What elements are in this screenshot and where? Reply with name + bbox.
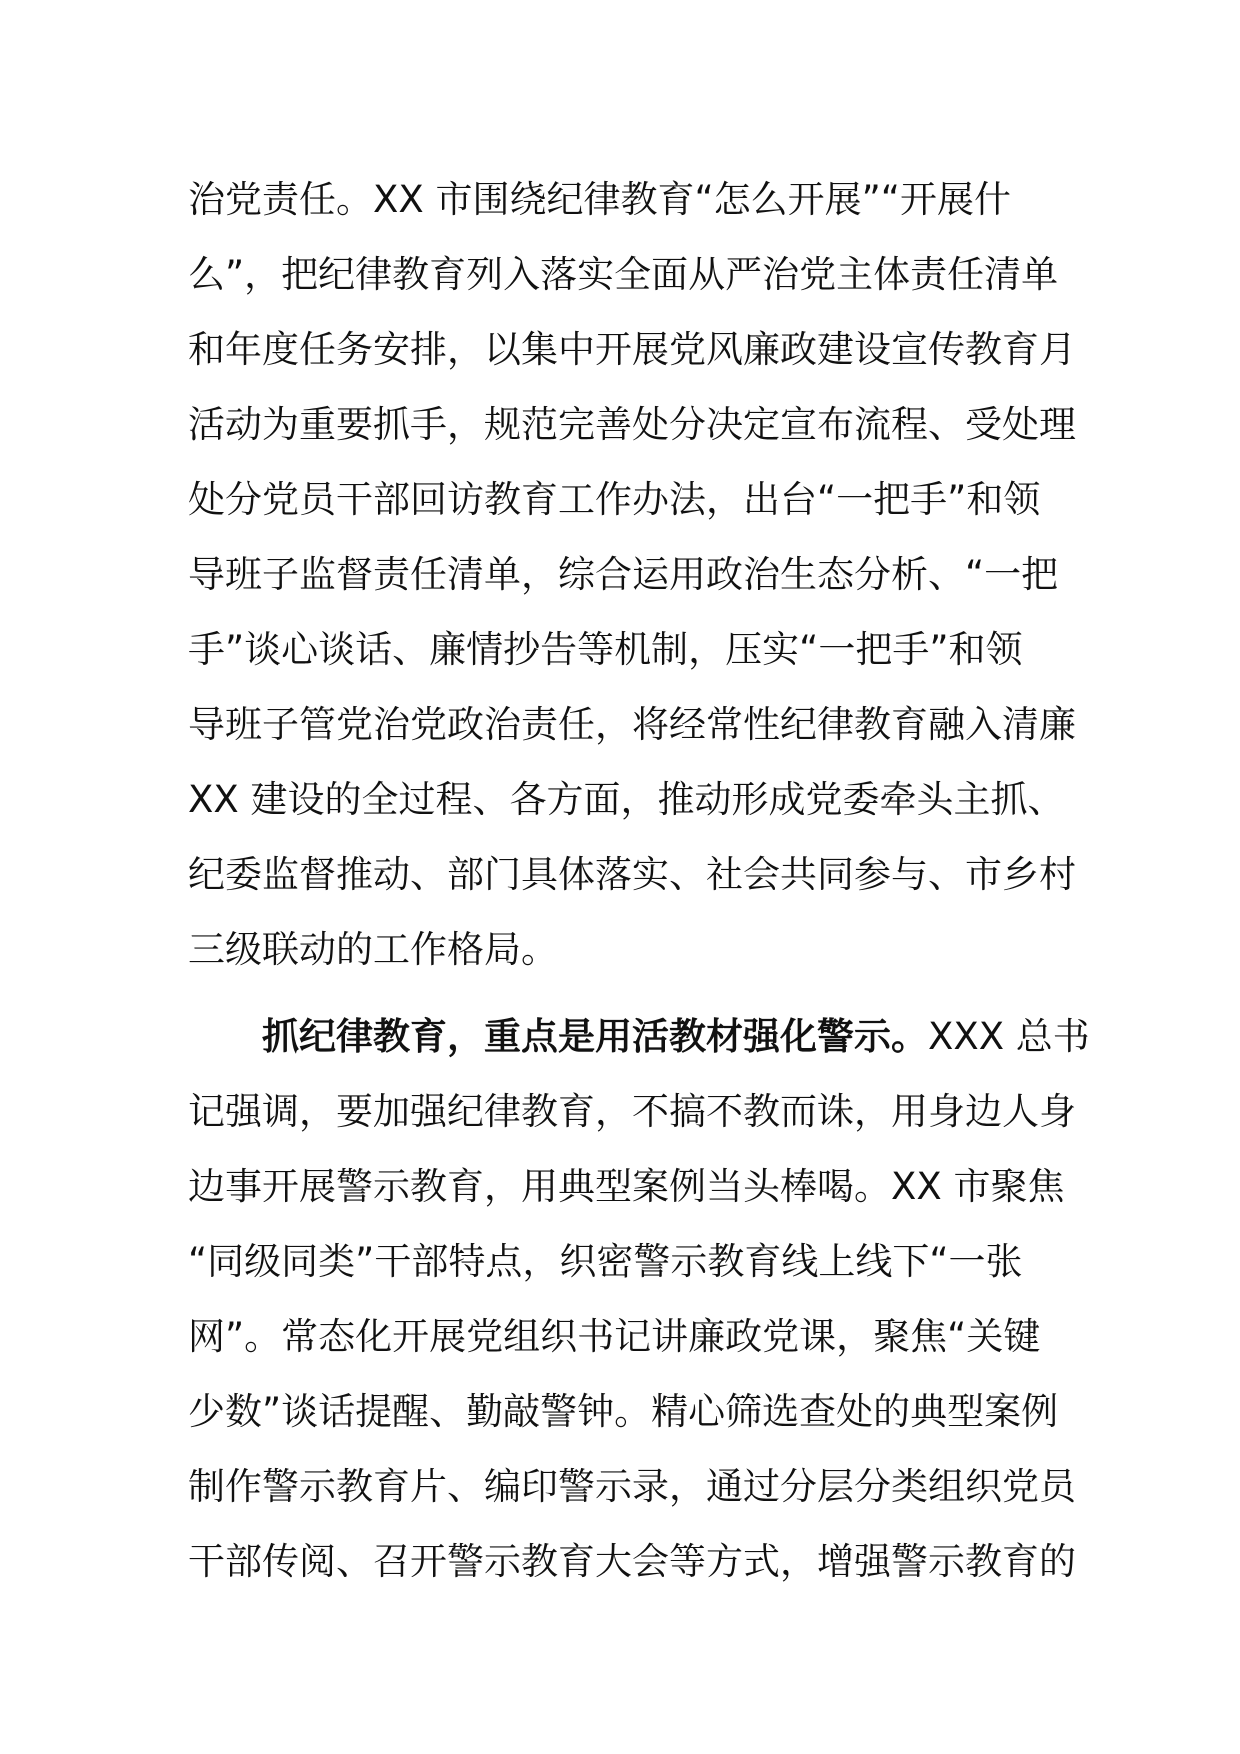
paragraph-first-line-rest: XXX 总书: [928, 1015, 1090, 1058]
paragraph-1: [188, 162, 1076, 987]
text-line-first: [188, 999, 1090, 1074]
text-line: 处分党员干部回访教育工作办法，出台“一把手”和领: [188, 478, 1041, 521]
text-line: 干部传阅、召开警示教育大会等方式，增强警示教育的: [188, 1540, 1076, 1583]
text-line: 纪委监督推动、部门具体落实、社会共同参与、市乡村: [188, 853, 1076, 896]
text-line: 制作警示教育片、编印警示录，通过分层分类组织党员: [188, 1465, 1076, 1508]
text-line: XX 建设的全过程、各方面，推动形成党委牵头主抓、: [188, 778, 1065, 821]
paragraph-lead: 抓纪律教育，重点是用活教材强化警示。: [262, 1015, 928, 1058]
text-line: 导班子管党治党政治责任，将经常性纪律教育融入清廉: [188, 703, 1076, 746]
text-line: 边事开展警示教育，用典型案例当头棒喝。XX 市聚焦: [188, 1165, 1065, 1208]
text-line: 三级联动的工作格局。: [188, 928, 558, 971]
text-line: 治党责任。XX 市围绕纪律教育“怎么开展”“开展什: [188, 178, 1011, 221]
text-line: 和年度任务安排，以集中开展党风廉政建设宣传教育月: [188, 328, 1076, 371]
text-line: 导班子监督责任清单，综合运用政治生态分析、“一把: [188, 553, 1059, 596]
text-line: 记强调，要加强纪律教育，不搞不教而诛，用身边人身: [188, 1090, 1076, 1133]
text-line: 手”谈心谈话、廉情抄告等机制，压实“一把手”和领: [188, 628, 1023, 671]
text-line: 活动为重要抓手，规范完善处分决定宣布流程、受处理: [188, 403, 1076, 446]
text-line: “同级同类”干部特点，织密警示教育线上线下“一张: [188, 1240, 1023, 1283]
text-line: 么”，把纪律教育列入落实全面从严治党主体责任清单: [188, 253, 1059, 296]
text-line: 网”。常态化开展党组织书记讲廉政党课，聚焦“关键: [188, 1315, 1041, 1358]
text-line: 少数”谈话提醒、勤敲警钟。精心筛选查处的典型案例: [188, 1390, 1059, 1433]
paragraph-2: [188, 999, 1090, 1599]
